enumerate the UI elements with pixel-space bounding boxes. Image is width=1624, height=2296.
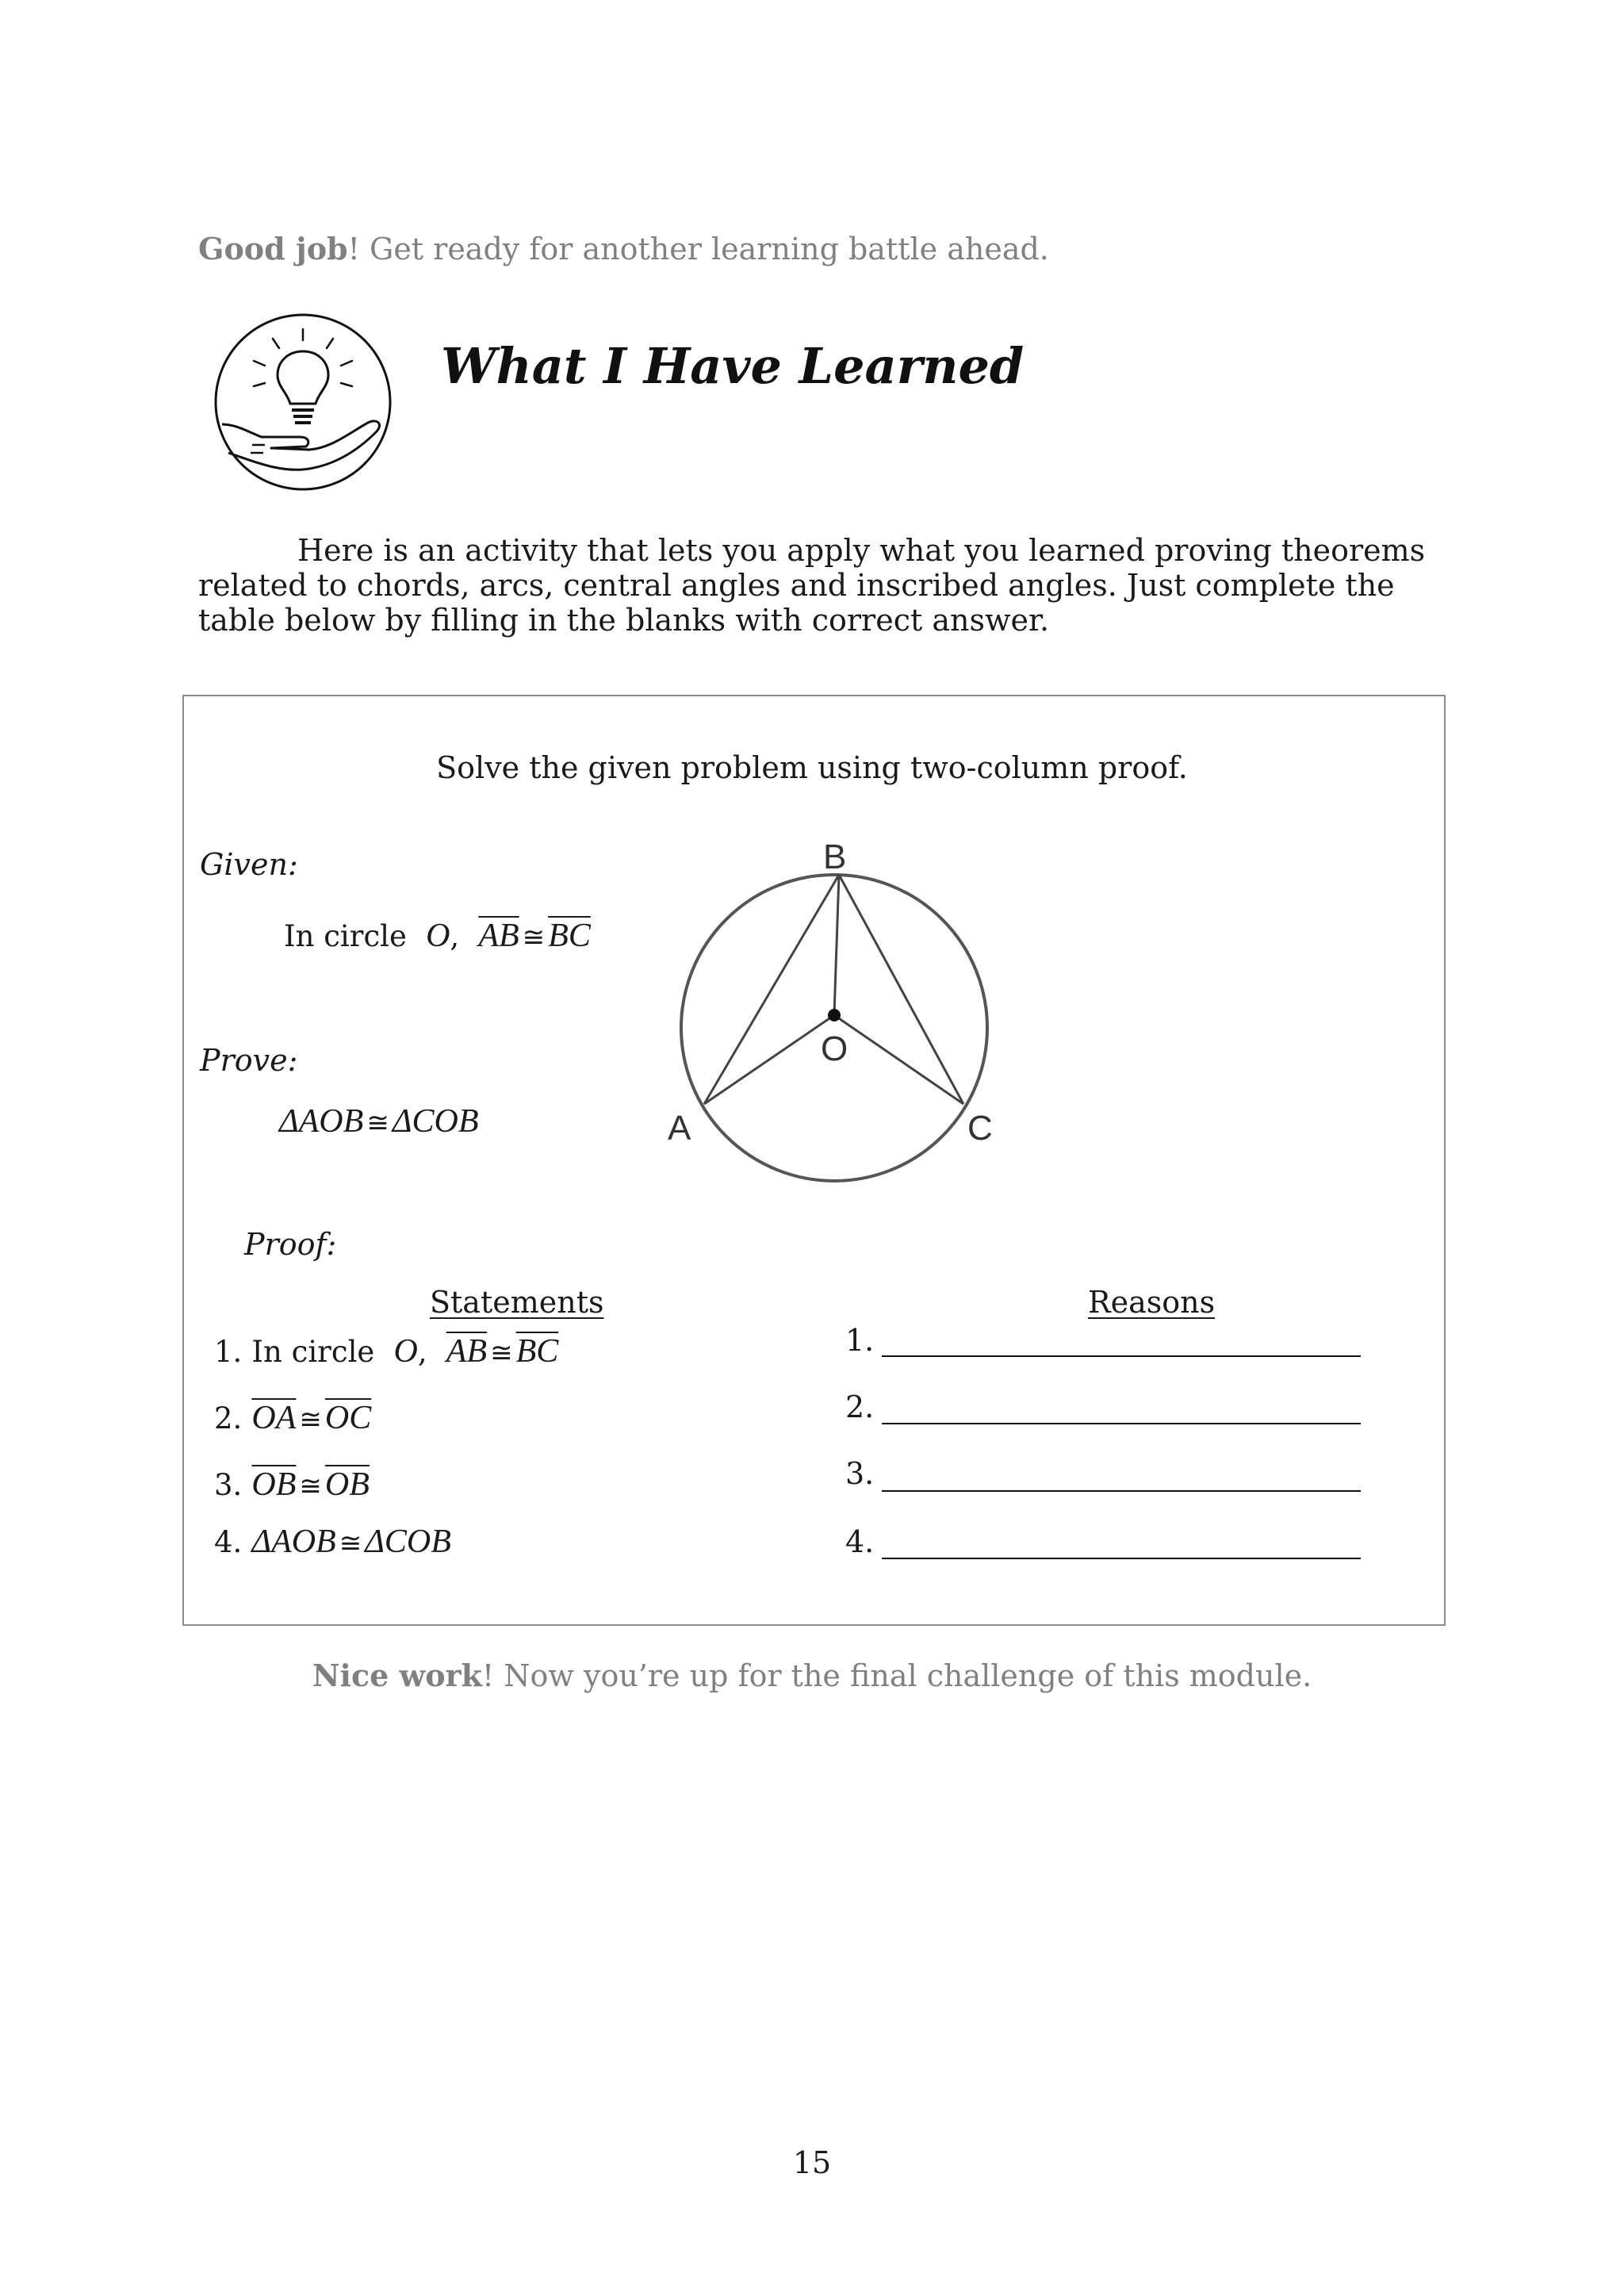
point-label-b: B [823, 838, 847, 876]
statement-1: 1. In circle O, $\overline{AB}$ $≅\overline{BC}$ [214, 1333, 559, 1370]
radius-ob [834, 875, 839, 1015]
segment-oa: $\overline{OA}$ [251, 1400, 297, 1436]
statement-2 [214, 1399, 371, 1437]
given-prefix: In circle [284, 919, 407, 953]
given-circle: O [426, 918, 450, 954]
center-point [828, 1009, 841, 1022]
triangle-symbol: Δ [392, 1103, 412, 1140]
intro-line [198, 231, 1049, 266]
closing-bold: Nice work [312, 1658, 482, 1693]
circle-o [681, 875, 987, 1181]
reason-number-3: 3. [845, 1456, 875, 1491]
point-label-a: A [668, 1109, 691, 1148]
congruent-symbol: ≅ [366, 1107, 389, 1139]
reason-blank-4[interactable] [882, 1556, 1361, 1559]
reason-number-1: 1. [845, 1323, 875, 1358]
reasons-header: Reasons [1088, 1285, 1216, 1320]
congruent-symbol: ≅ [299, 1404, 322, 1435]
congruent-symbol: ≅ [299, 1470, 322, 1502]
prove-triangle-cob: COB [412, 1103, 479, 1140]
instructions-text: Here is an activity that lets you apply what you learned proving theorems related to chords, arcs, central angles and inscribed angles. Just complete the table below by filling in the blanks with correct answer. [198, 533, 1426, 638]
given-segment-ab: $\overline{AB}$ [478, 918, 519, 954]
triangle-aob: AOB [271, 1524, 336, 1560]
triangle-symbol: Δ [365, 1524, 385, 1560]
reason-number-4: 4. [845, 1524, 875, 1559]
intro-rest: ! Get ready for another learning battle ahead. [347, 232, 1049, 266]
chord-ab [704, 875, 839, 1104]
point-label-o: O [821, 1029, 848, 1068]
point-label-c: C [967, 1109, 993, 1148]
statement-4 [214, 1523, 451, 1561]
radius-oa [704, 1015, 834, 1104]
chord-bc [839, 875, 963, 1104]
statement-3 [214, 1466, 370, 1504]
intro-bold: Good job [198, 231, 348, 266]
reason-blank-1[interactable] [882, 1354, 1361, 1357]
given-segment-bc: $\overline{BC}$ [548, 918, 591, 954]
congruent-symbol: ≅ [339, 1527, 362, 1559]
segment-ob: $\overline{OB}$ [251, 1466, 297, 1503]
statement-number: 4. [214, 1525, 243, 1559]
instructions-paragraph [198, 533, 1443, 638]
segment-ob: $\overline{OB}$ [324, 1466, 370, 1503]
closing-rest: ! Now you’re up for the final challenge of this module. [481, 1658, 1312, 1693]
prove-label: Prove: [200, 1043, 298, 1078]
segment-oc: $\overline{OC}$ [324, 1400, 372, 1436]
proof-label: Proof: [244, 1227, 337, 1262]
triangle-symbol: Δ [279, 1103, 299, 1140]
prove-statement [279, 1102, 478, 1140]
page-number: 15 [792, 2145, 832, 2180]
radius-oc [834, 1015, 963, 1104]
statement-number: 3. [214, 1468, 243, 1502]
statement-number: 2. [214, 1401, 243, 1435]
prove-triangle-aob: AOB [298, 1103, 364, 1140]
given-label: Given: [200, 847, 298, 882]
segment-ab: $\overline{AB}$ [446, 1333, 488, 1370]
circle-diagram [666, 829, 999, 1186]
triangle-cob: COB [384, 1524, 451, 1560]
segment-bc: $\overline{BC}$ [515, 1333, 559, 1370]
closing-line [0, 1658, 1624, 1693]
section-title: What I Have Learned [441, 337, 1025, 395]
reason-blank-2[interactable] [882, 1421, 1361, 1424]
lightbulb-in-hand-icon [205, 305, 401, 500]
reason-blank-3[interactable] [882, 1489, 1361, 1492]
statement-circle: O [393, 1333, 418, 1370]
reason-number-2: 2. [845, 1389, 875, 1424]
statements-header: Statements [430, 1285, 604, 1320]
statement-prefix: In circle [251, 1335, 375, 1369]
statement-number: 1. [214, 1335, 243, 1369]
triangle-symbol: Δ [251, 1524, 272, 1560]
given-statement: In circle O, $\overline{AB}$ $≅\overline{BC}$ [284, 918, 591, 954]
congruent-symbol: ≅ [522, 922, 546, 953]
activity-heading: Solve the given problem using two-column proof. [436, 750, 1188, 785]
congruent-symbol: ≅ [490, 1337, 513, 1369]
